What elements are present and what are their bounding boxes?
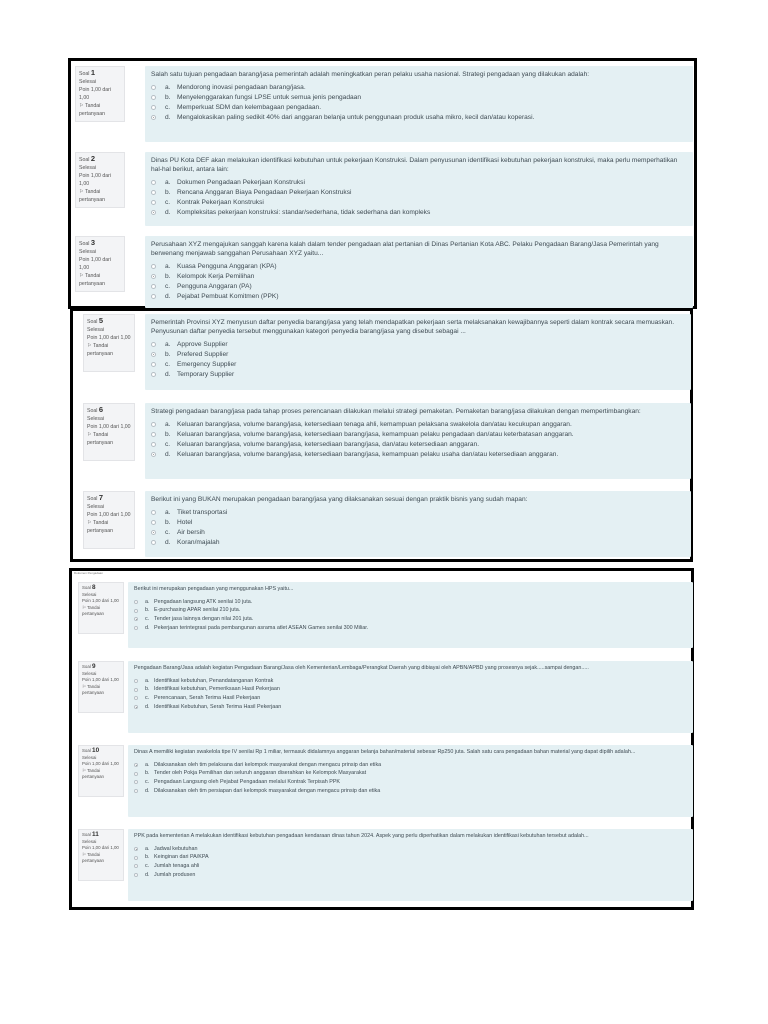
option-d[interactable]: d. Dilaksanakan oleh tim persiapan dari kelompok masyarakat dengan mengacu prinsip dan etika [134,787,687,796]
flag-link[interactable]: ⚐ Tandai pertanyaan [79,189,105,203]
option-b[interactable]: b. Tender oleh Pokja Pemilihan dan seluruh anggaran diserahkan ke Kelompok Masyarakat [134,769,687,778]
radio-icon [134,873,138,877]
question-body-9: Pengadaan Barang/Jasa adalah kegiatan Pengadaan Barang/Jasa oleh Kementerian/Lembaga/Perangkat Daerah yang dibiayai oleh APBN/APBD yang prosesnya sejak.....sampai dengan..... a. Identifikasi kebutuhan, Penandatanganan Kontrak b. Identifikasi kebutuhan, Pemeriksaan Hasil Pekerjaan c. Perencanaan, Serah Terima Hasil Pekerjaan d. Identifikasi Kebutuhan, Serah Terima Hasil Pekerjaan [128,661,693,733]
radio-selected-icon [151,352,156,357]
question-body-10: Dinas A memiliki kegiatan swakelola tipe IV senilai Rp 1 miliar, termasuk didalamnya anggaran belanja bahan/material sebesar Rp250 juta. Salah satu cara pengadaan bahan material yang dapat dipilih adalah... a. Dilaksanakan oleh tim pelaksana dari kelompok masyarakat dengan mengacu prinsip dan etika b. Tender oleh Pokja Pemilihan dan seluruh anggaran diserahkan ke Kelompok Masyarakat c. Pengadaan Langsung oleh Pejabat Pengadaan melalui Kontrak Terpisah PPK d. Dilaksanakan oleh tim persiapan dari kelompok masyarakat dengan mengacu prinsip dan etika [128,745,693,817]
radio-selected-icon [151,530,156,535]
screenshot-panel-3 [69,568,694,910]
flag-link[interactable]: ⚐ Tandai pertanyaan [79,103,105,117]
option-c[interactable]: c. Kontrak Pekerjaan Konstruksi [151,198,687,208]
question-body-3: Perusahaan XYZ mengajukan sanggah karena kalah dalam tender pengadaan alat pertanian di Dinas Pertanian Kota ABC. Pelaku Pengadaan Barang/Jasa Pemerintah yang berwenang menjawab sanggahan Perusahaan XYZ yaitu... a. Kuasa Pengguna Anggaran (KPA) b. Kelompok Kerja Pemilihan c. Pengguna Anggaran (PA) d. Pejabat Pembuat Komitmen (PPK) [145,236,693,308]
option-a[interactable]: a. Approve Supplier [151,340,685,350]
question-info-2: Soal 2 Selesai Poin 1,00 dari 1,00 ⚐ Tandai pertanyaan [75,152,125,208]
radio-icon [134,864,138,868]
question-info-7: Soal 7 Selesai Poin 1,00 dari 1,00 ⚐ Tandai pertanyaan [83,491,135,549]
option-a[interactable]: a. Jadwal kebutuhan [134,845,687,854]
radio-icon [151,540,156,545]
radio-selected-icon [134,617,138,621]
question-info-8: Soal 8 Selesai Poin 1,00 dari 1,00 ⚐ Tandai pertanyaan [78,582,124,634]
option-b[interactable]: b. Keinginan dari PA/KPA [134,853,687,862]
flag-link[interactable]: ⚐ Tandai pertanyaan [82,767,104,779]
radio-selected-icon [134,847,138,851]
flag-link[interactable]: ⚐ Tandai pertanyaan [82,851,104,863]
radio-icon [151,95,156,100]
flag-link[interactable]: ⚐ Tandai pertanyaan [87,432,113,446]
question-body-8: Berikut ini merupakan pengadaan yang menggunakan HPS yaitu... a. Pengadaan langsung ATK senilai 10 juta. b. E-purchasing APAR senilai 210 juta. c. Tender jasa lainnya dengan nilai 201 juta. d. Pekerjaan terintegrasi pada pembangunan asrama atlet ASEAN Games senilai 300 Miliar. [128,582,693,648]
radio-selected-icon [151,452,156,457]
question-info-1: Soal 1 Selesai Poin 1,00 dari 1,00 ⚐ Tandai pertanyaan [75,66,125,122]
status-label: Selesai [79,79,97,85]
radio-icon [151,362,156,367]
option-d[interactable]: d. Pejabat Pembuat Komitmen (PPK) [151,292,687,302]
option-a[interactable]: a. Dokumen Pengadaan Pekerjaan Konstruksi [151,178,687,188]
question-body-6: Strategi pengadaan barang/jasa pada tahap proses perencanaan dilakukan melalui strategi pemaketan. Pemaketan barang/jasa dilakukan dengan mempertimbangkan: a. Keluaran barang/jasa, volume barang/jasa, ketersediaan tenaga ahli, kemampuan pelaksana swakelola dan/atau kecukupan anggaran. b. Keluaran barang/jasa, volume barang/jasa, ketersediaan barang/jasa, kemampuan pelaku pengadaan dan/atau keterbatasan anggaran. c. Keluaran barang/jasa, volume barang/jasa, ketersediaan barang/jasa, dan/atau ketersediaan anggaran. d. Keluaran barang/jasa, volume barang/jasa, ketersediaan barang/jasa, kemampuan pelaku usaha dan/atau ketersediaan anggaran. [145,403,691,479]
option-a[interactable]: a. Dilaksanakan oleh tim pelaksana dari kelompok masyarakat dengan mengacu prinsip dan etika [134,761,687,770]
option-b[interactable]: b. Prefered Supplier [151,350,685,360]
radio-icon [151,264,156,269]
radio-selected-icon [151,115,156,120]
option-d[interactable]: d. Keluaran barang/jasa, volume barang/jasa, ketersediaan barang/jasa, kemampuan pelaku usaha dan/atau ketersediaan anggaran. [151,450,685,460]
question-number: 1 [90,68,96,77]
radio-icon [151,520,156,525]
flag-icon: ⚐ [87,432,93,438]
option-a[interactable]: a. Mendorong inovasi pengadaan barang/jasa. [151,83,687,93]
radio-icon [151,342,156,347]
flag-icon: ⚐ [82,851,88,857]
option-d[interactable]: d. Pekerjaan terintegrasi pada pembangunan asrama atlet ASEAN Games senilai 300 Miliar. [134,624,687,633]
question-body-11: PPK pada kementerian A melakukan identifikasi kebutuhan pengadaan kendaraan dinas tahun 2024. Aspek yang perlu diperhatikan dalam melakukan identifikasi kebutuhan tersebut adalah... a. Jadwal kebutuhan b. Keinginan dari PA/KPA c. Jumlah tenaga ahli d. Jumlah produsen [128,829,693,901]
flag-icon: ⚐ [79,103,85,109]
radio-icon [151,372,156,377]
option-c[interactable]: c. Emergency Supplier [151,360,685,370]
radio-selected-icon [134,763,138,767]
question-text: Salah satu tujuan pengadaan barang/jasa pemerintah adalah meningkatkan peran pelaku usaha nasional. Strategi pengadaan yang dilakukan adalah: [151,71,590,78]
flag-link[interactable]: ⚐ Tandai pertanyaan [79,273,105,287]
flag-link[interactable]: ⚐ Tandai pertanyaan [87,343,113,357]
radio-icon [134,772,138,776]
radio-icon [134,609,138,613]
option-d[interactable]: d. Kompleksitas pekerjaan konstruksi: standar/sederhana, tidak sederhana dan kompleks [151,208,687,218]
radio-icon [134,780,138,784]
radio-icon [134,679,138,683]
radio-icon [151,294,156,299]
radio-icon [151,200,156,205]
option-b[interactable]: b. E-purchasing APAR senilai 210 juta. [134,606,687,615]
question-info-11: Soal 11 Selesai Poin 1,00 dari 1,00 ⚐ Tandai pertanyaan [78,829,124,881]
radio-icon [134,789,138,793]
radio-icon [134,626,138,630]
flag-link[interactable]: ⚐ Tandai pertanyaan [82,604,104,616]
question-body-1 [145,66,693,142]
screenshot-panel-1 [68,58,697,309]
option-c[interactable]: c. Perencanaan, Serah Terima Hasil Pekerjaan [134,694,687,703]
question-info-6: Soal 6 Selesai Poin 1,00 dari 1,00 ⚐ Tandai pertanyaan [83,403,135,461]
question-info-5: Soal 5 Selesai Poin 1,00 dari 1,00 ⚐ Tandai pertanyaan [83,314,135,372]
option-d[interactable]: d. Koran/majalah [151,538,685,548]
option-d[interactable]: d. Mengalokasikan paling sedikit 40% dari anggaran belanja untuk penggunaan produk usaha mikro, kecil dan/atau koperasi. [151,113,687,123]
flag-icon: ⚐ [79,273,85,279]
flag-icon: ⚐ [82,683,88,689]
question-body-2: Dinas PU Kota DEF akan melakukan identifikasi kebutuhan untuk pekerjaan Konstruksi. Dalam penyusunan identifikasi kebutuhan pekerjaan konstruksi, maka perlu memperhatikan hal-hal berikut, antara lain: a. Dokumen Pengadaan Pekerjaan Konstruksi b. Rencana Anggaran Biaya Pengadaan Pekerjaan Konstruksi c. Kontrak Pekerjaan Konstruksi d. Kompleksitas pekerjaan konstruksi: standar/sederhana, tidak sederhana dan kompleks [145,152,693,226]
option-a[interactable]: a. Kuasa Pengguna Anggaran (KPA) [151,262,687,272]
question-info-3: Soal 3 Selesai Poin 1,00 dari 1,00 ⚐ Tandai pertanyaan [75,236,125,292]
radio-icon [151,432,156,437]
radio-icon [151,442,156,447]
question-info-10: Soal 10 Selesai Poin 1,00 dari 1,00 ⚐ Tandai pertanyaan [78,745,124,797]
option-b[interactable]: b. Hotel [151,518,685,528]
option-c[interactable]: c. Pengadaan Langsung oleh Pejabat Pengadaan melalui Kontrak Terpisah PPK [134,778,687,787]
screenshot-panel-2 [70,308,693,562]
option-c[interactable]: c. Tender jasa lainnya dengan nilai 201 juta. [134,615,687,624]
option-a[interactable]: a. Keluaran barang/jasa, volume barang/jasa, ketersediaan tenaga ahli, kemampuan pelaksana swakelola dan/atau kecukupan anggaran. [151,420,685,430]
radio-selected-icon [151,274,156,279]
radio-selected-icon [151,210,156,215]
question-body-5: Pemerintah Provinsi XYZ menyusun daftar penyedia barang/jasa yang telah mendapatkan pekerjaan serta melaksanakan kewajibannya seperti dalam kontrak secara memuaskan. Penyusunan daftar penyedia tersebut menggunakan kategori penyedia barang/jasa yang disebut sebagai ... a. Approve Supplier b. Prefered Supplier c. Emergency Supplier d. Temporary Supplier [145,314,691,390]
option-a[interactable]: a. Tiket transportasi [151,508,685,518]
option-c[interactable]: c. Jumlah tenaga ahli [134,862,687,871]
radio-icon [134,856,138,860]
option-b[interactable]: b. Kelompok Kerja Pemilihan [151,272,687,282]
option-a[interactable]: a. Identifikasi kebutuhan, Penandatanganan Kontrak [134,677,687,686]
flag-link[interactable]: ⚐ Tandai pertanyaan [82,683,104,695]
panel-header: Dokumen Pengadaan [74,571,104,575]
flag-icon: ⚐ [87,343,93,349]
radio-icon [151,85,156,90]
radio-icon [151,284,156,289]
points-label: Poin 1,00 dari 1,00 [79,87,112,101]
option-b[interactable]: b. Identifikasi kebutuhan, Pemeriksaan Hasil Pekerjaan [134,685,687,694]
radio-icon [151,190,156,195]
option-d[interactable]: d. Jumlah produsen [134,871,687,880]
flag-icon: ⚐ [87,520,93,526]
radio-icon [134,688,138,692]
radio-icon [151,105,156,110]
option-a[interactable]: a. Pengadaan langsung ATK senilai 10 juta. [134,598,687,607]
radio-icon [134,600,138,604]
option-d[interactable]: d. Identifikasi Kebutuhan, Serah Terima Hasil Pekerjaan [134,703,687,712]
option-d[interactable]: d. Temporary Supplier [151,370,685,380]
option-b[interactable]: b. Rencana Anggaran Biaya Pengadaan Pekerjaan Konstruksi [151,188,687,198]
option-c[interactable]: c. Keluaran barang/jasa, volume barang/jasa, ketersediaan barang/jasa, dan/atau ketersediaan anggaran. [151,440,685,450]
question-info-9: Soal 9 Selesai Poin 1,00 dari 1,00 ⚐ Tandai pertanyaan [78,661,124,713]
flag-icon: ⚐ [79,189,85,195]
radio-icon [151,422,156,427]
radio-icon [151,180,156,185]
radio-icon [151,510,156,515]
flag-icon: ⚐ [82,767,88,773]
radio-icon [134,696,138,700]
option-c[interactable]: c. Memperkuat SDM dan kelembagaan pengadaan. [151,103,687,113]
option-b[interactable]: b. Menyelenggarakan fungsi LPSE untuk semua jenis pengadaan [151,93,687,103]
option-c[interactable]: c. Air bersih [151,528,685,538]
option-c[interactable]: c. Pengguna Anggaran (PA) [151,282,687,292]
flag-icon: ⚐ [82,604,88,610]
flag-link[interactable]: ⚐ Tandai pertanyaan [87,520,113,534]
radio-selected-icon [134,705,138,709]
option-b[interactable]: b. Keluaran barang/jasa, volume barang/jasa, ketersediaan barang/jasa, kemampuan pelaku pengadaan dan/atau keterbatasan anggaran. [151,430,685,440]
question-body-7: Berikut ini yang BUKAN merupakan pengadaan barang/jasa yang dilaksanakan sesuai dengan praktik bisnis yang sudah mapan: a. Tiket transportasi b. Hotel c. Air bersih d. Koran/majalah [145,491,691,557]
